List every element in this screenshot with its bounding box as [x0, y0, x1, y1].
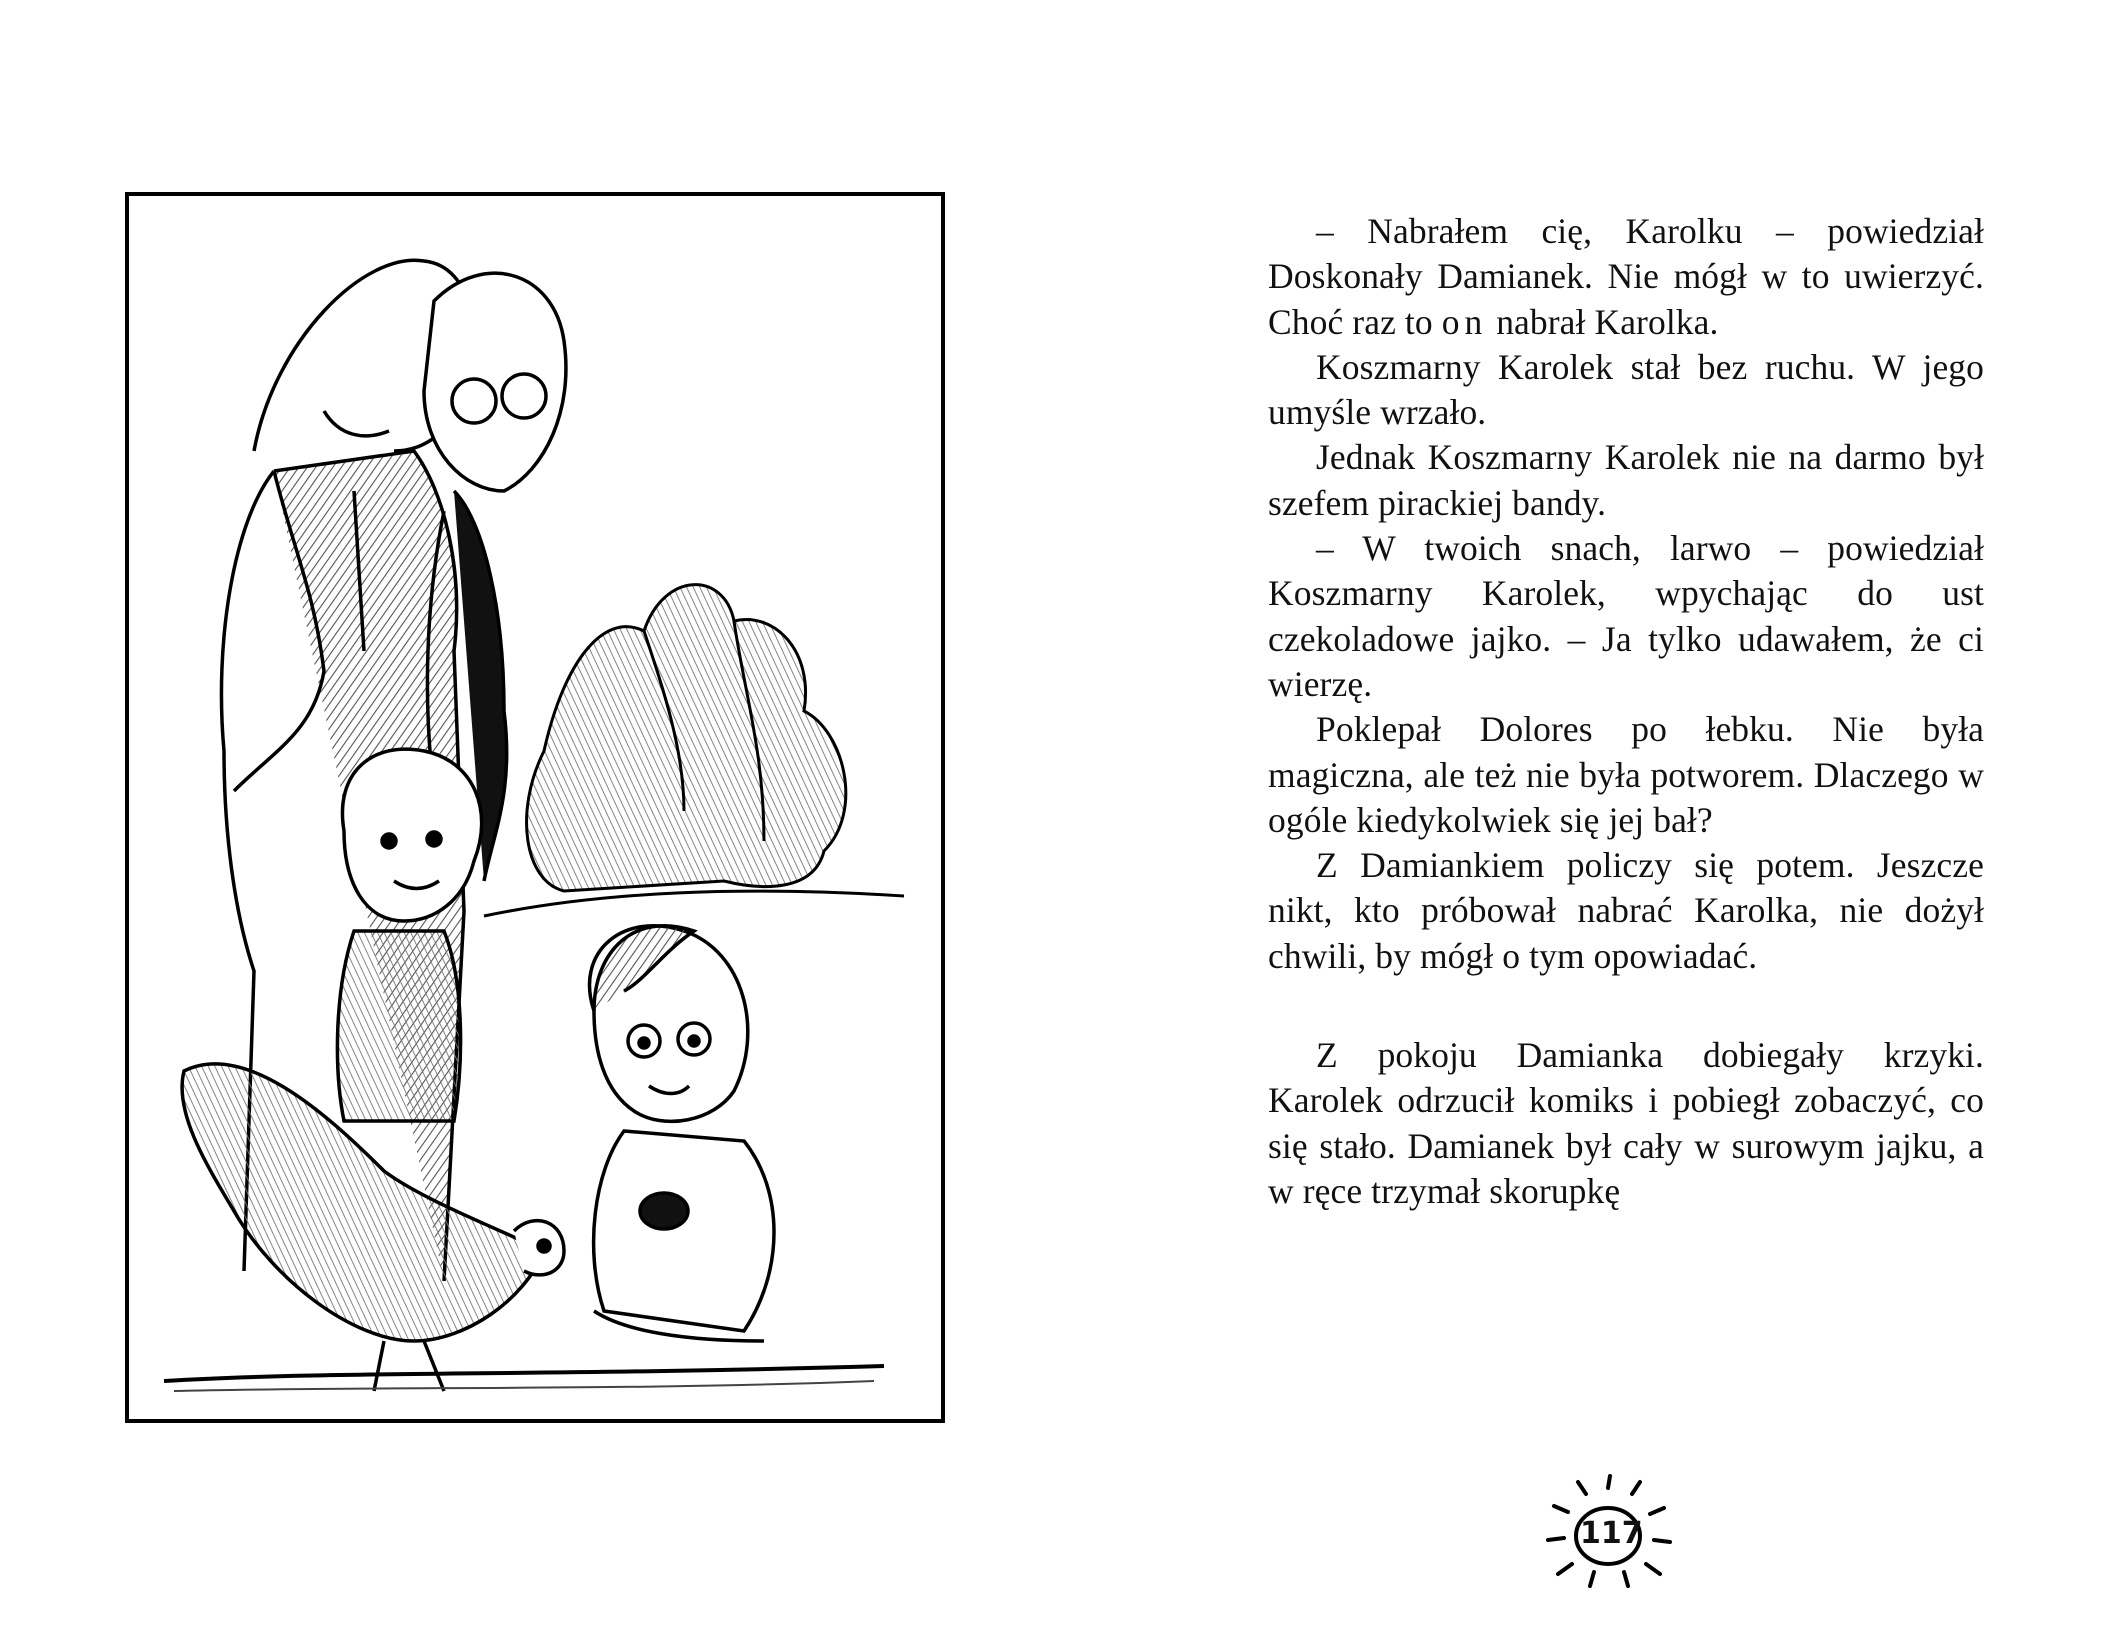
paragraph: Koszmarny Karolek stał bez ruchu. W jego umyśle wrzało. — [1268, 346, 1984, 433]
paragraph: Jednak Koszmarny Karolek nie na darmo był szefem pirackiej bandy. — [1268, 437, 1984, 523]
paragraph: – Nabrałem cię, Karolku – powiedział Doskonały Damianek. Nie mógł w to uwierzyć. Choć raz to on nabrał Karolka. — [1268, 211, 1984, 342]
bushes-drawing — [527, 585, 846, 891]
page-number: 117 — [1580, 1516, 1643, 1551]
paragraph: Poklepał Dolores po łebku. Nie była magiczna, ale też nie była potworem. Dlaczego w ogóle kiedykolwiek się jej bał? — [1268, 709, 1984, 840]
page-number-ornament — [1528, 1468, 1688, 1618]
illustration — [124, 191, 946, 1424]
paragraph: Z Damiankiem policzy się potem. Jeszcze nikt, kto próbował nabrać Karolka, nie dożył chwili, by mógł o tym opowiadać. — [1268, 845, 1984, 976]
crouching-child-drawing — [590, 926, 774, 1341]
paragraph: – W twoich snach, larwo – powiedział Koszmarny Karolek, wpychając do ust czekoladowe jajko. – Ja tylko udawałem, że ci wierzę. — [1268, 528, 1984, 704]
paragraph: Z pokoju Damianka dobiegały krzyki. Karolek odrzucił komiks i pobiegł zobaczyć, co się stało. Damianek był cały w surowym jajku, a w ręce trzymał skorupkę — [1268, 1035, 1984, 1211]
page-text — [1268, 209, 1984, 1214]
